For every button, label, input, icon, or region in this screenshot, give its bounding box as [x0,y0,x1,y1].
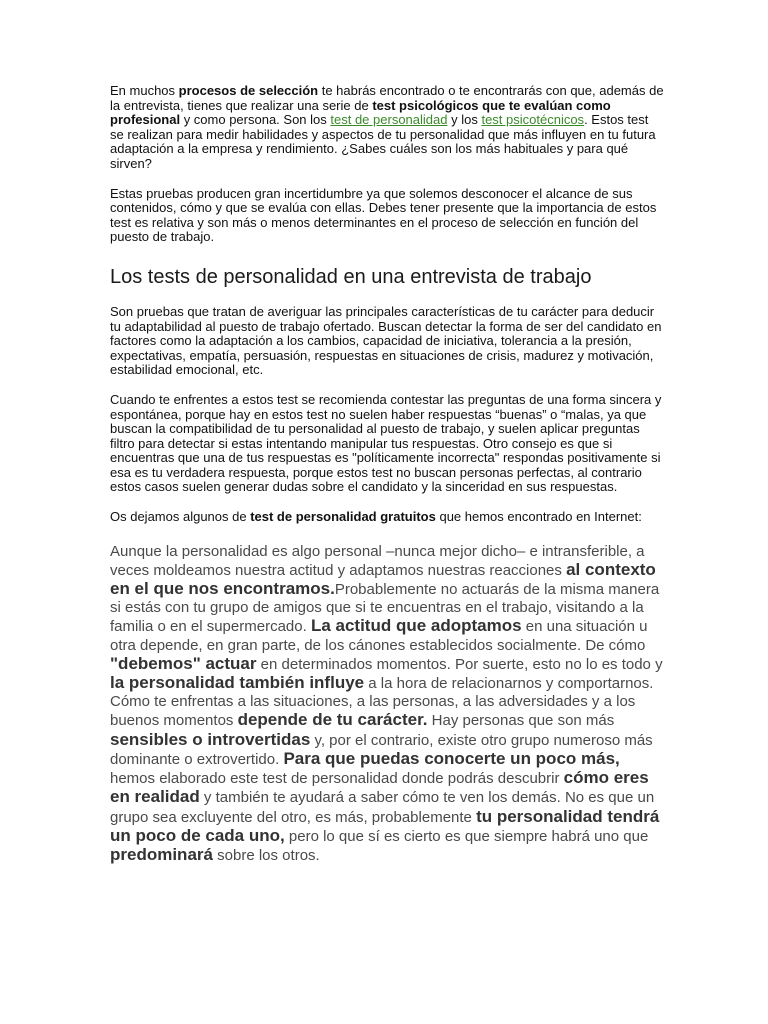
text-span: en determinados momentos. Por suerte, esto no lo es todo y [256,655,663,673]
text-span: hemos elaborado este test de personalidad donde podrás descubrir [110,770,564,788]
bold-text: "debemos" actuar [110,653,257,673]
text-span: que hemos encontrado en Internet: [435,509,642,525]
text-span: Os dejamos algunos de [110,509,251,525]
text-span: Aunque la personalidad es algo personal –nunca mejor dicho– e intransferible, a veces moldeamos nuestra actitud y adaptamos nuestras reacciones [110,542,645,579]
bold-text: la personalidad también influye [110,673,365,693]
bold-text: test de personalidad gratuitos [250,509,436,525]
text-span: y también te ayudará a saber cómo te ven los demás. No es que un grupo sea excluyente del otro, es más, probablemente [110,789,655,826]
description-paragraph: Son pruebas que tratan de averiguar las principales características de tu carácter para deducir tu adaptabilidad al puesto de trabajo ofertado. Buscan detectar la forma de ser del candidato en factores como la adaptación a los cambios, capacidad de iniciativa, tolerancia a la presión, expectativas, empatía, persuasión, respuestas en situaciones de crisis, madurez y motivación, estabilidad emocional, etc. [110,303,662,378]
text-span: Cómo te enfrentas a las situaciones, a las personas, a las adversidades y a los buenos momentos [110,693,636,730]
bold-text: Para que puedas conocerte un poco más, [283,748,620,768]
personality-test-link[interactable]: test de personalidad [330,112,448,128]
text-span: en una situación u otra depende, en gran parte, de los cánones establecidos socialmente. De cómo [110,618,648,654]
text-span: te habrás encontrado o te encontrarás con que, además de la entrevista, tienes que realizar una serie de [110,83,664,113]
document-body [110,84,665,865]
text-span: pero lo que sí es cierto es que siempre habrá uno que [284,827,649,845]
text-span: a la hora de relacionarnos y comportarnos. [364,675,654,693]
quote-paragraph-2 [110,693,665,865]
text-span: y los [447,112,482,128]
uncertainty-paragraph: Estas pruebas producen gran incertidumbre ya que solemos desconocer el alcance de sus contenidos, cómo y que se evalúa con ellas. Debes tener presente que la importancia de estos test es relativa y son más o menos determinantes en el proceso de selección en función del puesto de trabajo. [110,185,657,245]
text-span: sobre los otros. [212,846,320,864]
intro-paragraph [110,84,665,172]
psychotechnical-test-link[interactable]: test psicotécnicos [481,112,585,128]
free-tests-paragraph [110,510,665,525]
bold-text: tu personalidad tendrá un poco de cada uno, [110,806,660,845]
bold-text: al contexto en el que nos encontramos. [110,559,656,599]
text-span: En muchos [110,83,179,98]
advice-paragraph: Cuando te enfrentes a estos test se recomienda contestar las preguntas de una forma sincera y espontánea, porque hay en estos test no suelen haber respuestas “buenas” o “malas, ya que buscan la compatibilidad de tu personalidad al puesto de trabajo, y suelen aplicar preguntas filtro para detectar si estas intentando manipular tus respuestas. Otro consejo es que si encuentras que una de tus respuestas es "políticamente incorrecta" respondas positivamente si esa es tu verdadera respuesta, porque estos test no buscan personas perfectas, al contrario estos casos suelen generar dudas sobre el candidato y la sinceridad en sus respuestas. [110,391,662,495]
bold-text: sensibles o introvertidas [110,729,311,749]
bold-text: test psicológicos que te evalúan como profesional [110,97,611,128]
bold-text: depende de tu carácter. [237,710,428,730]
text-span: y, por el contrario, existe otro grupo numeroso más dominante o extrovertido. [110,731,653,768]
bold-text: predominará [110,844,213,864]
text-span: Probablemente no actuarás de la misma manera si estás con tu grupo de amigos que si te encuentras en el trabajo, visitando a la familia o en el supermercado. [110,581,660,636]
bold-text: La actitud que adoptamos [310,616,522,636]
text-span: y como persona. Son los [180,112,331,128]
quote-paragraph-1 [110,543,665,694]
text-span: Hay personas que son más [427,712,615,730]
bold-text: cómo eres en realidad [110,768,649,807]
text-span: . Estos test se realizan para medir habilidades y aspectos de tu personalidad que más influyen en tu futura adaptación a la empresa y rendimiento. ¿Sabes cuáles son los más habituales y para qué sirven? [110,112,656,171]
bold-text: procesos de selección [178,83,319,98]
section-heading: Los tests de personalidad en una entrevista de trabajo [110,265,592,288]
